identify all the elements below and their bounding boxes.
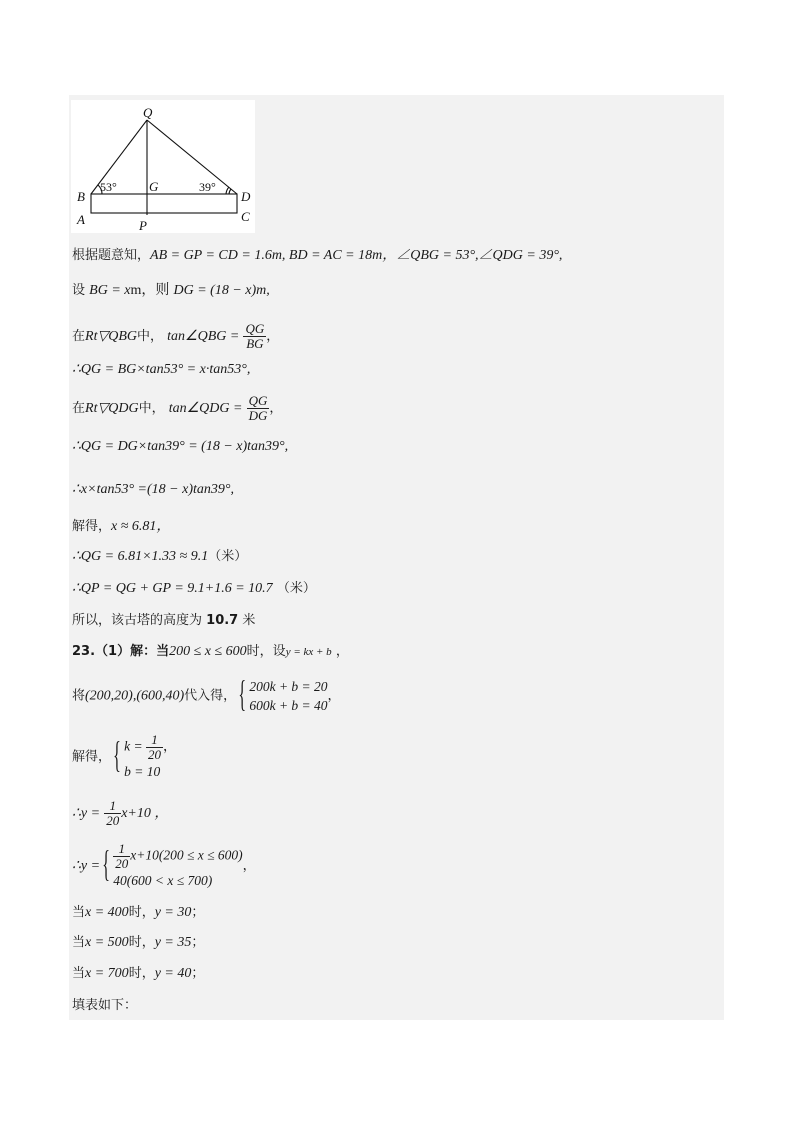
tan-qbg-line: 在Rt▽QBG中， tan∠QBG = $\frac{QG}{BG}$ ，	[72, 321, 280, 351]
value-x700: 当x = 700时，y = 40；	[72, 966, 205, 981]
label-D: D	[241, 189, 251, 204]
figure-lines	[91, 120, 237, 215]
fraction-one-twentieth: $\frac{1}{20}$	[148, 732, 162, 762]
equation-system-2: { k = $\frac{1}{20}$ ， b = 10	[115, 733, 176, 781]
label-A: A	[77, 212, 85, 227]
equation-system-1: { 200k + b = 20 600k + b = 40	[240, 677, 327, 715]
label-G: G	[149, 179, 159, 194]
angle-39-label: 39°	[199, 180, 216, 194]
solve-x-line: 解得，x ≈ 6.81，	[72, 519, 171, 534]
substitute-points-line: 将(200,20),(600,40)代入得， { 200k + b = 20 600k + b = 40 ，	[72, 677, 341, 715]
tan-qdg-line: 在Rt▽QDG中， tan∠QDG = $\frac{QG}{DG}$ ，	[72, 393, 283, 423]
fraction-qg-dg: $\frac{QG}{DG}$	[248, 393, 268, 423]
label-P: P	[139, 218, 147, 233]
value-x400: 当x = 400时，y = 30；	[72, 905, 205, 920]
fraction-one-twentieth-2: $\frac{1}{20}$	[106, 798, 120, 828]
qg-expression-2: ∴QG = DG×tan39° = (18 − x)tan39°,	[72, 439, 289, 454]
q23-heading: 23.（1）解：当200 ≤ x ≤ 600时，设y = kx + b ，	[72, 644, 349, 659]
fill-table-line: 填表如下：	[72, 998, 138, 1013]
solve-k-b-line: 解得， { k = $\frac{1}{20}$ ， b = 10	[72, 733, 177, 781]
angle-53-label: 53°	[100, 180, 117, 194]
qp-value-line: ∴QP = QG + GP = 9.1+1.6 = 10.7 （米）	[72, 581, 316, 596]
conclusion-line: 所以，该古塔的高度为 10.7 米	[72, 613, 256, 628]
qg-value-line: ∴QG = 6.81×1.33 ≈ 9.1（米）	[72, 549, 248, 564]
piecewise-system: { $\frac{1}{20}$ x+10(200 ≤ x ≤ 600) 40(600 < x ≤ 700)	[104, 842, 242, 890]
label-Q: Q	[143, 105, 153, 120]
qg-expression-1: ∴QG = BG×tan53° = x·tan53°,	[72, 362, 251, 377]
set-variable: 设 BG = xm，则 DG = (18 − x)m,	[72, 283, 270, 298]
piecewise-function-line: ∴y = { $\frac{1}{20}$ x+10(200 ≤ x ≤ 600) 40(600 < x ≤ 700) ，	[72, 842, 256, 890]
fraction-one-twentieth-3: { $\frac{1}{20}$	[115, 841, 129, 871]
linear-function-line: ∴y = $\frac{1}{20}$ x+10 ，	[72, 798, 169, 828]
value-x500: 当x = 500时，y = 35；	[72, 935, 205, 950]
tower-figure	[71, 100, 255, 233]
fraction-qg-bg: $\frac{QG}{BG}$	[245, 321, 265, 351]
label-B: B	[77, 189, 85, 204]
equation-line: ∴x×tan53° =(18 − x)tan39°,	[72, 482, 234, 497]
given-conditions: 根据题意知，AB = GP = CD = 1.6m, BD = AC = 18m，∠QBG = 53°,∠QDG = 39°,	[72, 248, 563, 263]
label-C: C	[241, 209, 250, 224]
